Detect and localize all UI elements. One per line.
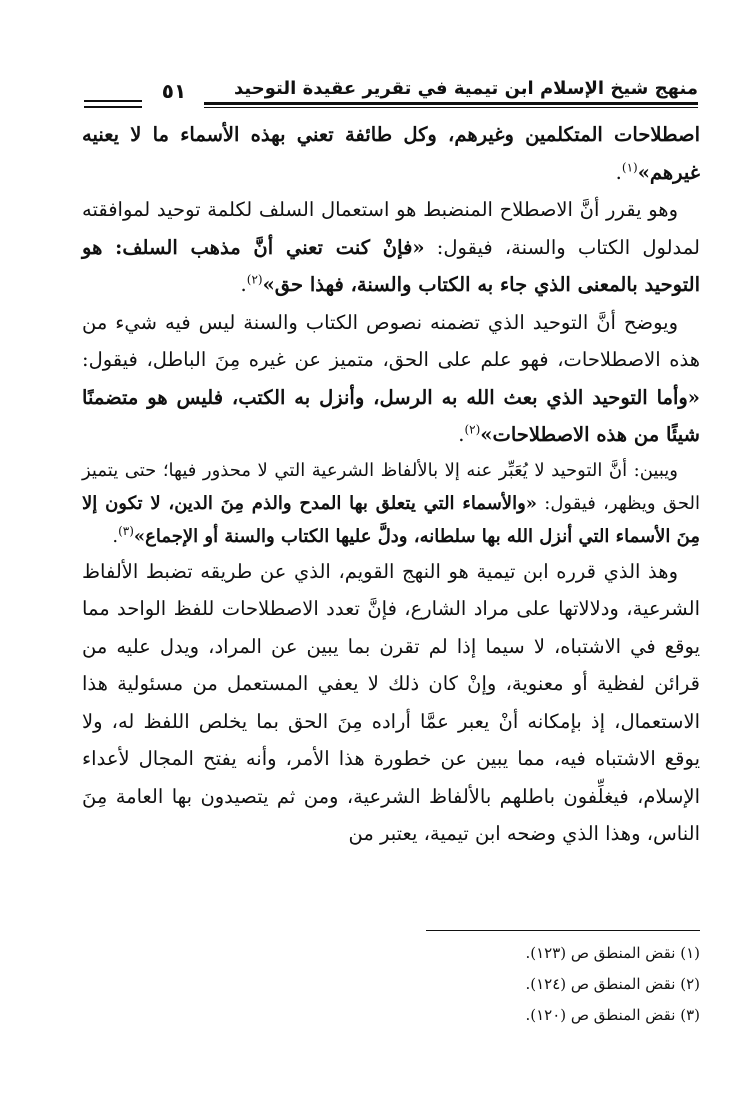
footnote-marker: (٢) (464, 422, 481, 437)
footnote-marker: (١) (621, 160, 638, 174)
paragraph-text: . (615, 160, 622, 184)
paragraph-text: ويوضح أنَّ التوحيد الذي تضمنه نصوص الكتاب والسنة ليس فيه شيء من هذه الاصطلاحات، فهو علم على الحق، متميز عن غيره مِنَ الباطل، فيقول: (82, 310, 700, 371)
paragraph (82, 191, 700, 304)
footnote-marker: (٢) (246, 272, 263, 287)
paragraph (82, 454, 700, 553)
footnote-separator (426, 930, 700, 931)
running-title: منهج شيخ الإسلام ابن تيمية في تقرير عقيدة التوحيد (234, 78, 698, 99)
page-number-rule (84, 100, 142, 108)
footnotes (300, 938, 700, 1031)
quotation: «وأما التوحيد الذي بعث الله به الرسل، وأنزل به الكتب، فليس هو متضمنًا شيئًا من هذه الاصطلاحات» (82, 385, 700, 446)
paragraph (82, 304, 700, 454)
paragraph-text: وهو يقرر أنَّ الاصطلاح المنضبط هو استعمال السلف لكلمة توحيد لموافقته لمدلول الكتاب والسنة، فيقول: (82, 198, 700, 259)
paragraph (82, 553, 700, 853)
page-number: ٥١ (161, 79, 187, 103)
paragraph-text: وهذ الذي قرره ابن تيمية هو النهج القويم، الذي عن طريقه تضبط الألفاظ الشرعية، ودلالاتها على مراد الشارع، فإنَّ تعدد الاصطلاحات للفظ الواحد مما يوقع في الاشتباه، لا سيما إذا لم تقرن بما يبين عن المراد، ويدل عليه من قرائن لفظية أو معنوية، وإنْ كان ذلك لا يعفي المستعمل من مسئولية هذا الاستعمال، إذ بإمكانه أنْ يعبر عمَّا أراده مِنَ الحق بما يخلص اللفظ له، ولا يوقع الاشتباه فيه، مما يبين عن خطورة هذا الأمر، وأنه يفتح المجال لأعداء الإسلام، فيغلِّفون باطلهم بالألفاظ الشرعية، ومن ثم يتصيدون بها العامة مِنَ الناس، وهذا الذي وضحه ابن تيمية، يعتبر من (82, 559, 700, 845)
paragraph-text: . (458, 423, 465, 446)
paragraph-text: . (112, 525, 119, 547)
quotation: «فإنْ كنت تعني أنَّ مذهب السلف: هو التوحيد بالمعنى الذي جاء به الكتاب والسنة، فهذا حق» (82, 235, 700, 296)
paragraph (82, 116, 700, 191)
main-text (82, 116, 700, 853)
footnote-marker: (٣) (118, 523, 134, 538)
quotation: «والأسماء التي يتعلق بها المدح والذم مِنَ الدين، لا تكون إلا مِنَ الأسماء التي أنزل الله بها سلطانه، ودلَّ عليها الكتاب والسنة أو الإجماع» (82, 492, 700, 547)
footnote: (١) نقض المنطق ص (١٢٣). (525, 944, 700, 962)
header-rule (204, 102, 698, 108)
quotation: اصطلاحات المتكلمين وغيرهم، وكل طائفة تعني بهذه الأسماء ما لا يعنيه غيرهم» (82, 123, 700, 184)
footnote: (٣) نقض المنطق ص (١٢٠). (525, 1006, 700, 1024)
footnote: (٢) نقض المنطق ص (١٢٤). (525, 975, 700, 993)
paragraph-text: . (240, 273, 247, 296)
paragraph-text: ويبين: أنَّ التوحيد لا يُعَبِّر عنه إلا بالألفاظ الشرعية التي لا محذور فيها؛ حتى يتميز الحق ويظهر، فيقول: (82, 459, 700, 514)
running-header (84, 78, 698, 108)
